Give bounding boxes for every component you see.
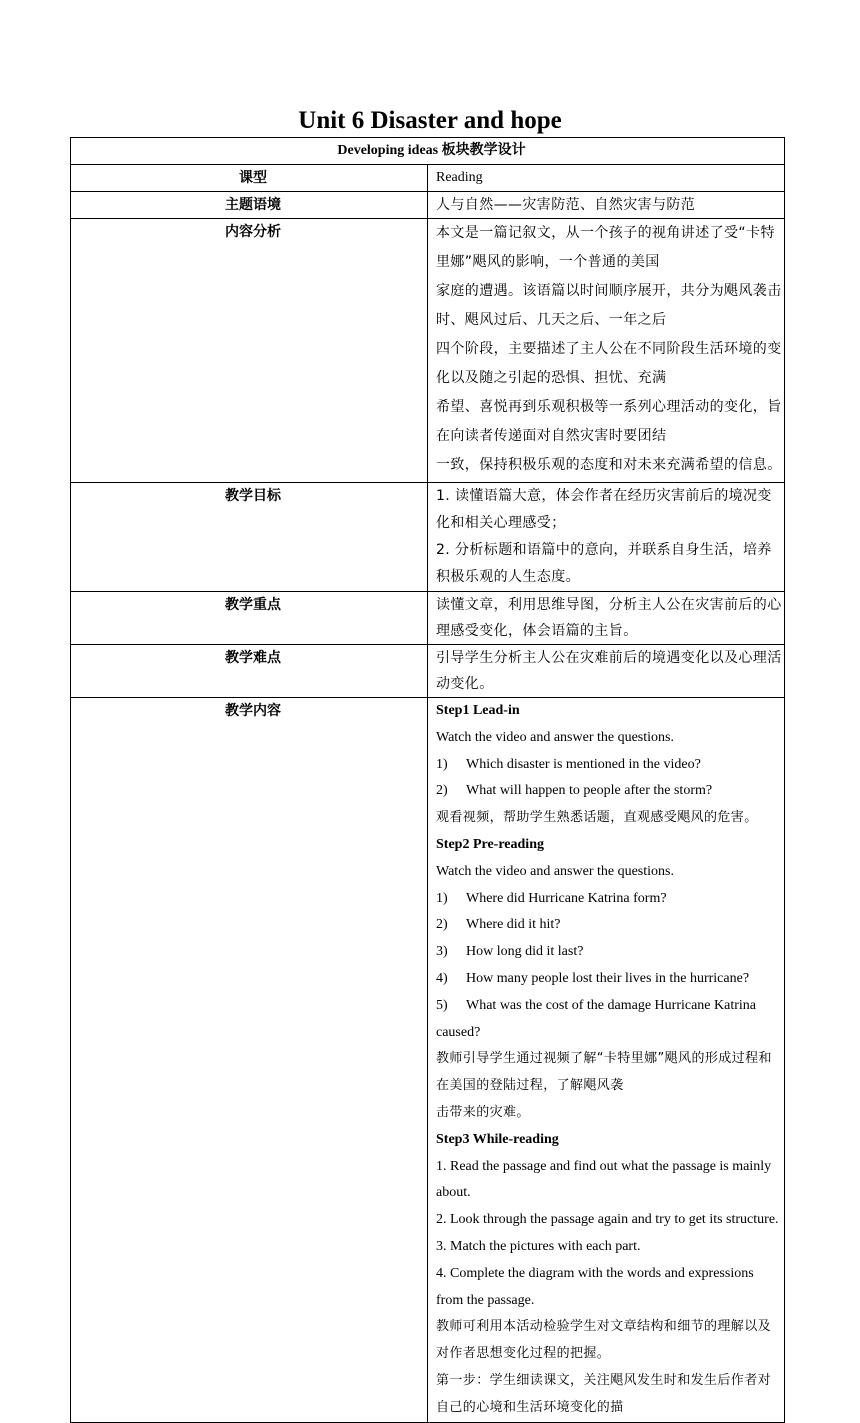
analysis-row — [71, 219, 785, 483]
objectives-row — [71, 483, 785, 592]
question-item — [436, 912, 784, 939]
key-points-label: 教学重点 — [71, 592, 428, 645]
content-row — [71, 698, 785, 1423]
step1-note: 观看视频，帮助学生熟悉话题，直观感受飓风的危害。 — [436, 810, 758, 826]
question-number: 1) — [436, 756, 448, 772]
question-number: 5) — [436, 997, 448, 1013]
question-item — [436, 966, 784, 993]
lesson-plan-table — [70, 137, 785, 1423]
analysis-line: 本文是一篇记叙文，从一个孩子的视角讲述了受“卡特里娜”飓风的影响，一个普通的美国 — [436, 225, 775, 270]
question-item — [436, 993, 784, 1047]
analysis-label: 内容分析 — [71, 219, 428, 483]
difficulties-label: 教学难点 — [71, 645, 428, 698]
task-item: 1. Read the passage and find out what the passage is mainly about. — [436, 1158, 772, 1201]
step2-heading: Step2 Pre-reading — [436, 836, 544, 852]
analysis-line: 一致，保持积极乐观的态度和对未来充满希望的信息。 — [436, 457, 782, 473]
analysis-value — [428, 219, 785, 483]
question-item — [436, 939, 784, 966]
content-value — [428, 698, 785, 1423]
key-points-row — [71, 592, 785, 645]
step2-intro: Watch the video and answer the questions. — [436, 863, 674, 879]
theme-row — [71, 192, 785, 219]
difficulties-value: 引导学生分析主人公在灾难前后的境遇变化以及心理活动变化。 — [428, 645, 785, 698]
analysis-line: 四个阶段，主要描述了主人公在不同阶段生活环境的变化以及随之引起的恐惧、担忧、充满 — [436, 341, 782, 386]
question-text: How many people lost their lives in the hurricane? — [466, 970, 750, 986]
task-item: 4. Complete the diagram with the words and expressions from the passage. — [436, 1265, 754, 1308]
table-subtitle: Developing ideas 板块教学设计 — [71, 138, 785, 165]
difficulties-row — [71, 645, 785, 698]
objectives-label: 教学目标 — [71, 483, 428, 592]
question-text: What was the cost of the damage Hurricane Katrina caused? — [436, 997, 756, 1040]
question-text: How long did it last? — [466, 944, 584, 960]
content-label: 教学内容 — [71, 698, 428, 1423]
question-number: 3) — [436, 944, 448, 960]
key-points-value: 读懂文章，利用思维导图，分析主人公在灾害前后的心理感受变化，体会语篇的主旨。 — [428, 592, 785, 645]
step3-heading: Step3 While-reading — [436, 1131, 559, 1147]
question-text: What will happen to people after the storm? — [466, 783, 713, 799]
course-type-row — [71, 165, 785, 192]
question-number: 1) — [436, 890, 448, 906]
theme-value: 人与自然——灾害防范、自然灾害与防范 — [428, 192, 785, 219]
question-text: Where did Hurricane Katrina form? — [466, 890, 667, 906]
question-text: Where did it hit? — [466, 917, 561, 933]
question-text: Which disaster is mentioned in the video? — [466, 756, 701, 772]
page-title: Unit 6 Disaster and hope — [298, 107, 562, 134]
objective-item: 2. 分析标题和语篇中的意向，并联系自身生活，培养积极乐观的人生态度。 — [436, 542, 772, 585]
question-item — [436, 886, 784, 913]
task-item: 2. Look through the passage again and try to get its structure. — [436, 1212, 779, 1228]
step3-note-line: 第一步：学生细读课文，关注飓风发生时和发生后作者对自己的心境和生活环境变化的描 — [436, 1372, 772, 1415]
theme-label: 主题语境 — [71, 192, 428, 219]
course-type-value: Reading — [428, 165, 785, 192]
step2-note-line: 教师引导学生通过视频了解“卡特里娜”飓风的形成过程和在美国的登陆过程，了解飓风袭 — [436, 1051, 772, 1094]
subtitle-row — [71, 138, 785, 165]
question-item — [436, 778, 784, 805]
question-item — [436, 752, 784, 779]
step2-note-line: 击带来的灾难。 — [436, 1104, 530, 1120]
step1-intro: Watch the video and answer the questions. — [436, 729, 674, 745]
question-number: 2) — [436, 783, 448, 799]
course-type-label: 课型 — [71, 165, 428, 192]
step3-note-line: 教师可利用本活动检验学生对文章结构和细节的理解以及对作者思想变化过程的把握。 — [436, 1319, 772, 1362]
analysis-line: 家庭的遭遇。该语篇以时间顺序展开，共分为飓风袭击时、飓风过后、几天之后、一年之后 — [436, 283, 782, 328]
question-number: 4) — [436, 970, 448, 986]
step1-heading: Step1 Lead-in — [436, 703, 520, 718]
objectives-value — [428, 483, 785, 592]
objective-item: 1. 读懂语篇大意，体会作者在经历灾害前后的境况变化和相关心理感受； — [436, 488, 772, 531]
task-item: 3. Match the pictures with each part. — [436, 1238, 641, 1254]
question-number: 2) — [436, 917, 448, 933]
analysis-line: 希望、喜悦再到乐观积极等一系列心理活动的变化，旨在向读者传递面对自然灾害时要团结 — [436, 399, 782, 444]
